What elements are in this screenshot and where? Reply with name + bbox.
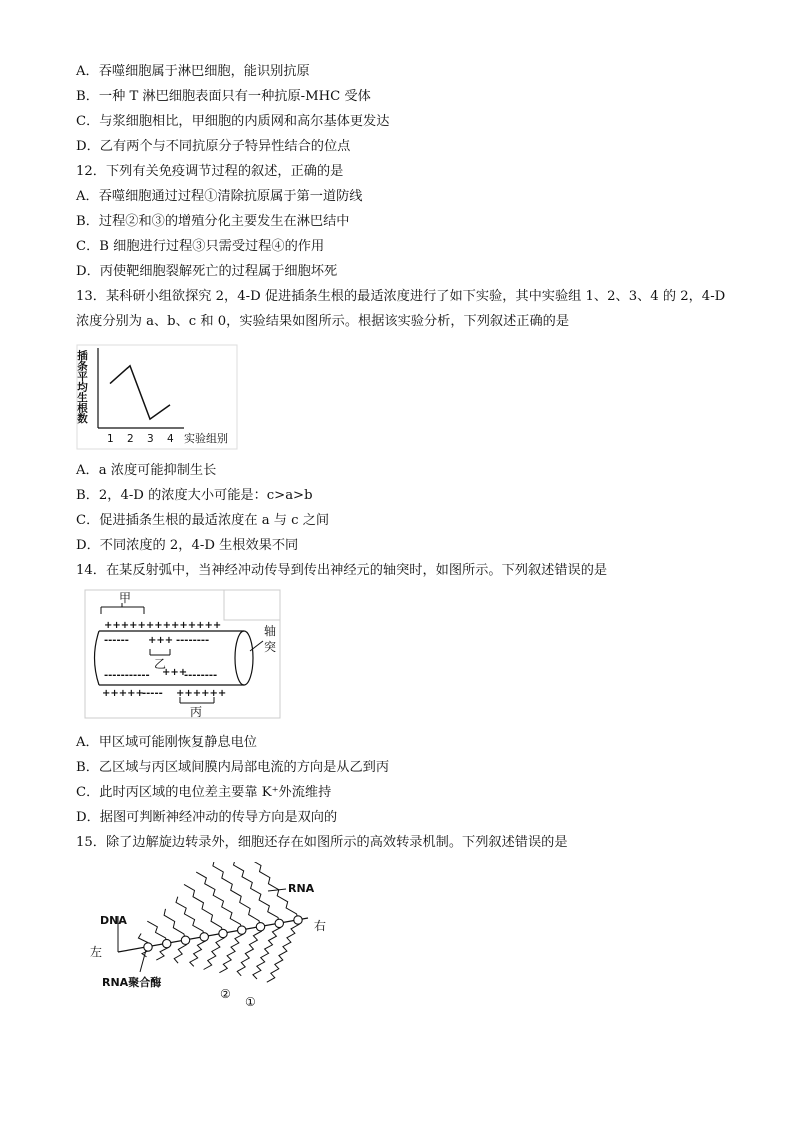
- q11-option-c: C．与浆细胞相比，甲细胞的内质网和高尔基体更发达: [76, 114, 390, 129]
- rna-strand-upper: [164, 909, 185, 940]
- q15-stem: 15．除了边解旋边转录外，细胞还存在如图所示的高效转录机制。下列叙述错误的是: [76, 835, 568, 850]
- label-polymerase: RNA聚合酶: [102, 976, 162, 989]
- label-dna: DNA: [100, 914, 127, 927]
- x-tick-label: 1: [107, 433, 114, 445]
- q14-option-c: C．此时丙区域的电位差主要靠 K⁺外流维持: [76, 785, 332, 800]
- rna-polymerase: [200, 933, 208, 941]
- q13-option-d: D．不同浓度的 2，4-D 生根效果不同: [76, 538, 299, 553]
- x-axis-label: 实验组别: [184, 432, 228, 445]
- q13-stem-line2: 浓度分别为 a、b、c 和 0，实验结果如图所示。根据该实验分析，下列叙述正确的是: [76, 314, 570, 329]
- label-rna: RNA: [288, 882, 315, 895]
- label-mark-2: ②: [220, 987, 231, 1001]
- rna-strand-upper: [176, 897, 204, 937]
- y-axis-label: 插条平均生根数: [76, 350, 88, 424]
- q14-option-d: D．据图可判断神经冲动的传导方向是双向的: [76, 810, 338, 825]
- rna-strand-lower: [267, 920, 299, 982]
- top-inner-left: ------: [104, 635, 129, 646]
- q14-stem: 14．在某反射弧中，当神经冲动传导到传出神经元的轴突时，如图所示。下列叙述错误的是: [76, 563, 608, 578]
- rna-polymerase: [181, 936, 189, 944]
- q13-option-a: A．a 浓度可能抑制生长: [76, 463, 217, 478]
- label-mark-1: ①: [245, 995, 256, 1009]
- label-left: 左: [90, 945, 103, 959]
- bottom-outer-left: +++++: [102, 688, 144, 699]
- rna-polymerase: [275, 919, 283, 927]
- rna-strand-upper: [213, 862, 261, 927]
- rna-polymerase: [238, 926, 246, 934]
- rna-strand-upper: [196, 872, 242, 930]
- rna-strand-upper: [225, 862, 279, 923]
- q13-stem-line1: 13．某科研小组欲探究 2，4-D 促进插条生根的最适浓度进行了如下实验，其中实验组 1、2、3、4 的 2，4-D: [76, 289, 726, 304]
- label-right: 右: [314, 919, 327, 933]
- q13-chart: [76, 344, 248, 454]
- rna-polymerase: [163, 939, 171, 947]
- q14-option-b: B．乙区域与丙区域间膜内局部电流的方向是从乙到丙: [76, 760, 390, 775]
- label-jia: 甲: [119, 591, 132, 605]
- bottom-inner-left: -----------: [104, 670, 150, 681]
- label-axon-2: 突: [264, 640, 277, 654]
- bottom-inner-right: --------: [184, 670, 218, 681]
- rna-strand-upper: [184, 884, 223, 933]
- q12-option-a: A．吞噬细胞通过过程①清除抗原属于第一道防线: [76, 189, 363, 204]
- label-bing: 丙: [190, 705, 203, 719]
- x-tick-label: 3: [147, 433, 154, 445]
- q11-option-a: A．吞噬细胞属于淋巴细胞，能识别抗原: [76, 64, 310, 79]
- bottom-outer-mid: -----: [142, 688, 163, 699]
- rna-polymerase: [294, 916, 302, 924]
- q11-option-d: D．乙有两个与不同抗原分子特异性结合的位点: [76, 139, 351, 154]
- label-yi: 乙: [154, 657, 167, 671]
- bottom-inner-mid: +++: [162, 667, 188, 678]
- q12-option-c: C．B 细胞进行过程③只需受过程④的作用: [76, 239, 325, 254]
- x-tick-label: 2: [127, 433, 134, 445]
- label-axon-1: 轴: [264, 624, 277, 638]
- x-tick-label: 4: [167, 433, 174, 445]
- top-inner-right: --------: [176, 635, 210, 646]
- bottom-outer-right: ++++++: [176, 688, 227, 699]
- rna-polymerase: [256, 923, 264, 931]
- axon-end: [235, 631, 253, 685]
- rna-polymerase: [144, 943, 152, 951]
- series-line: [110, 366, 170, 419]
- rna-polymerase: [219, 929, 227, 937]
- q12-option-b: B．过程②和③的增殖分化主要发生在淋巴结中: [76, 214, 350, 229]
- q12-stem: 12．下列有关免疫调节过程的叙述，正确的是: [76, 164, 344, 179]
- q12-option-d: D．丙使靶细胞裂解死亡的过程属于细胞坏死: [76, 264, 338, 279]
- q11-option-b: B．一种 T 淋巴细胞表面只有一种抗原-MHC 受体: [76, 89, 371, 104]
- q15-transcription-figure: [88, 862, 338, 1014]
- q13-option-b: B．2，4-D 的浓度大小可能是：c>a>b: [76, 488, 313, 503]
- q14-axon-figure: [84, 589, 282, 721]
- q13-option-c: C．促进插条生根的最适浓度在 a 与 c 之间: [76, 513, 330, 528]
- top-inner-mid: +++: [148, 635, 174, 646]
- top-outer-charges: ++++++++++++++: [104, 620, 222, 631]
- q14-option-a: A．甲区域可能刚恢复静息电位: [76, 735, 257, 750]
- rna-pointer: [268, 889, 286, 891]
